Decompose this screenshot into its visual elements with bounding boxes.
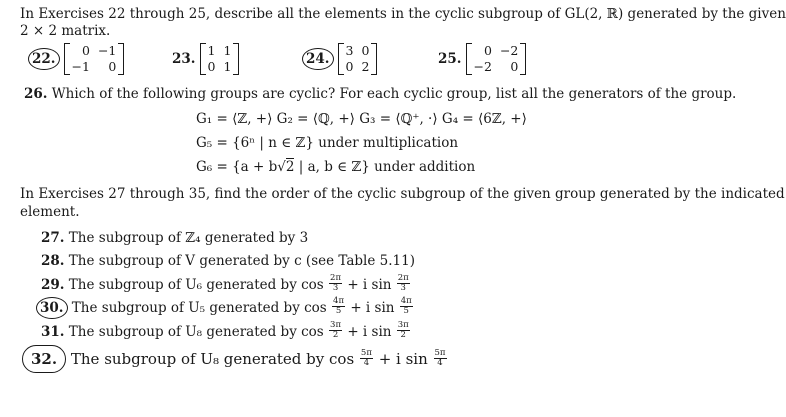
matrix-cell: 2 <box>361 59 370 74</box>
exercise-text: The subgroup of V generated by c (see Table 5.11) <box>68 253 415 269</box>
intro-22-line2: 2 × 2 matrix. <box>20 23 111 39</box>
g6-post: | a, b ∈ ℤ} under addition <box>294 159 476 175</box>
fraction: $\frac{2\pi}{3}$ <box>397 273 409 293</box>
matrix-cell: 0 <box>510 59 519 74</box>
exercise-text: The subgroup of U₈ generated by cos <box>68 324 329 340</box>
fraction: $\frac{5\pi}{4}$ <box>360 347 372 368</box>
exercise-text: The subgroup of ℤ₄ generated by 3 <box>68 230 309 246</box>
fraction: $\frac{4\pi}{5}$ <box>400 296 412 316</box>
exercise-number: 27. <box>41 230 65 246</box>
exercise-28 <box>41 253 415 270</box>
matrix-cell: −1 <box>71 59 90 74</box>
exercise-number-circled: 32. <box>22 345 66 373</box>
exercise-number-circled: 22. <box>28 48 60 70</box>
matrix-cell: −2 <box>499 43 519 58</box>
exercise-25 <box>438 43 526 75</box>
matrix-cell: 3 <box>345 43 354 58</box>
fraction: $\frac{3\pi}{2}$ <box>397 320 409 340</box>
groups-line-1: G₁ = ⟨ℤ, +⟩ G₂ = ⟨ℚ, +⟩ G₃ = ⟨ℚ⁺, ·⟩ G₄ = ⟨6ℤ, +⟩ <box>196 111 527 127</box>
exercise-text: The subgroup of U₈ generated by cos <box>70 350 359 368</box>
matrix-cell: −2 <box>473 59 492 74</box>
matrix-cell: 0 <box>483 43 492 58</box>
g6-pre: G₆ = {a + b <box>196 159 278 175</box>
groups-line-2: G₅ = {6ⁿ | n ∈ ℤ} under multiplication <box>196 135 459 151</box>
matrix-cell: 1 <box>223 59 232 74</box>
exercise-31: 31. The subgroup of U₈ generated by cos $\frac{3\pi}{2}$ + i sin $\frac{3\pi}{2}$ <box>41 320 409 340</box>
exercise-29: 29. The subgroup of U₆ generated by cos $\frac{2\pi}{3}$ + i sin $\frac{2\pi}{3}$ <box>41 273 409 293</box>
fraction: $\frac{4\pi}{5}$ <box>333 296 345 316</box>
exercise-number: 28. <box>41 253 65 269</box>
exercise-number: 31. <box>41 324 65 340</box>
matrix-cell: 0 <box>207 59 216 74</box>
exercise-number: 29. <box>41 277 65 293</box>
exercise-30: 30. The subgroup of U₅ generated by cos $\frac{4\pi}{5}$ + i sin $\frac{4\pi}{5}$ <box>36 299 414 318</box>
fraction: $\frac{5\pi}{4}$ <box>434 347 446 368</box>
exercise-26 <box>24 86 736 103</box>
exercise-text: Which of the following groups are cyclic? For each cyclic group, list all the generators of the group. <box>51 86 737 102</box>
fraction: $\frac{2\pi}{3}$ <box>330 273 342 293</box>
exercise-32: 32. The subgroup of U₈ generated by cos $\frac{5\pi}{4}$ + i sin $\frac{5\pi}{4}$ <box>22 349 448 370</box>
intro-27-line2: element. <box>20 204 80 220</box>
matrix-cell: 1 <box>223 43 232 58</box>
matrix-cell: 1 <box>207 43 216 58</box>
matrix <box>64 43 125 75</box>
matrix-cell: −1 <box>97 43 117 58</box>
exercise-22 <box>28 43 124 75</box>
exercise-27 <box>41 230 308 247</box>
matrix-cell: 0 <box>81 43 90 58</box>
exercise-number: 26. <box>24 86 48 102</box>
matrix-cell: 0 <box>345 59 354 74</box>
matrix-cell: 0 <box>361 43 370 58</box>
exercise-number-circled: 24. <box>302 48 334 70</box>
matrix-cell: 0 <box>108 59 117 74</box>
intro-22-line1: In Exercises 22 through 25, describe all the elements in the cyclic subgroup of GL(2, ℝ) generated by the given <box>20 6 786 22</box>
fraction: $\frac{3\pi}{2}$ <box>330 320 342 340</box>
matrix <box>338 43 378 75</box>
exercise-number-circled: 30. <box>36 297 68 319</box>
exercise-number: 25. <box>438 51 462 67</box>
exercise-24 <box>302 43 377 75</box>
exercise-text: The subgroup of U₆ generated by cos <box>68 277 329 293</box>
g6-sqrt: 2 <box>285 159 295 175</box>
intro-27-line1: In Exercises 27 through 35, find the order of the cyclic subgroup of the given group generated by the indicated <box>20 186 785 202</box>
matrix <box>466 43 527 75</box>
matrix <box>200 43 240 75</box>
exercise-text: The subgroup of U₅ generated by cos <box>71 300 332 316</box>
exercise-23 <box>172 43 239 75</box>
exercise-number: 23. <box>172 51 196 67</box>
groups-line-3: G₆ = {a + b√2 | a, b ∈ ℤ} under addition <box>196 159 476 175</box>
